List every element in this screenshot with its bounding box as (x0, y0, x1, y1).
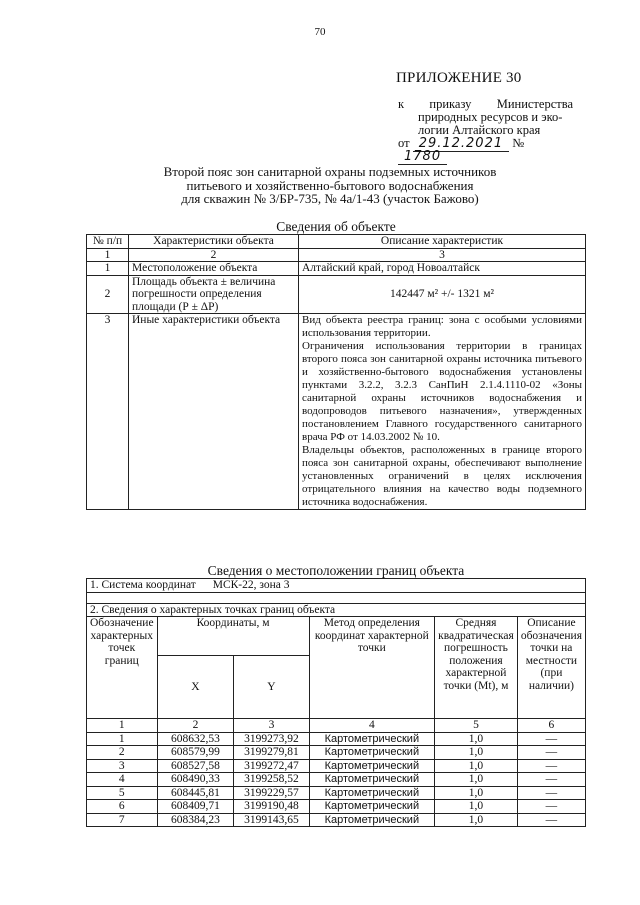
description-paragraph: Ограничения использования территории в границах второго пояса зон санитарной охраны источника питьевого и хозяйственно-бытового водоснабжения установлены пунктами 3.2.2, 3.2.3 СанПиН 2.1.4.1110-02 «Зоны санитарной охраны источников водоснабжения и водопроводов питьевого назначения», утвержденных постановлением Главного государственного санитарного врача РФ от 14.03.2002 № 10. (302, 340, 582, 443)
order-line-3: логии Алтайского края (418, 123, 541, 137)
coord-system-cell (87, 579, 586, 593)
table-row (87, 759, 586, 773)
point-method: Картометрический (309, 800, 435, 814)
index-cell: 2 (157, 719, 234, 733)
row-characteristic: Местоположение объекта (129, 262, 299, 276)
point-mark: — (517, 732, 585, 746)
point-rows (87, 732, 586, 827)
point-mt: 1,0 (435, 732, 518, 746)
table-row (87, 786, 586, 800)
point-mark: — (517, 800, 585, 814)
table-row (87, 800, 586, 814)
point-x: 608384,23 (157, 813, 234, 827)
table-row (87, 773, 586, 787)
index-cell: 6 (517, 719, 585, 733)
point-id: 2 (87, 746, 158, 760)
order-date-line (398, 137, 573, 163)
point-method: Картометрический (309, 732, 435, 746)
point-x: 608579,99 (157, 746, 234, 760)
index-cell: 1 (87, 719, 158, 733)
appendix-title: ПРИЛОЖЕНИЕ 30 (396, 70, 522, 86)
spacer-row (87, 592, 586, 603)
points-header-row (87, 617, 586, 656)
title-line-3: для скважин № 3/БР-735, № 4а/1-43 (участок Бажово) (181, 191, 479, 206)
document-title (140, 165, 520, 206)
section2-heading: Сведения о местоположении границ объекта (207, 563, 465, 578)
table-row (87, 314, 586, 510)
point-method: Картометрический (309, 786, 435, 800)
table-header-row (87, 235, 586, 249)
point-method: Картометрический (309, 746, 435, 760)
order-number-prefix: № (512, 136, 525, 150)
point-y: 3199258,52 (234, 773, 309, 787)
point-y: 3199190,48 (234, 800, 309, 814)
point-mt: 1,0 (435, 786, 518, 800)
row-description: 142447 м² +/- 1321 м² (299, 275, 586, 314)
index-cell: 1 (87, 248, 129, 262)
header-characteristic: Характеристики объекта (129, 235, 299, 249)
index-cell: 5 (435, 719, 518, 733)
row-num: 3 (87, 314, 129, 510)
order-date-prefix: от (398, 136, 410, 150)
point-mt: 1,0 (435, 773, 518, 787)
title-line-2: питьевого и хозяйственно-бытового водоснабжения (186, 177, 474, 193)
page-number: 70 (314, 26, 326, 38)
row-characteristic: Площадь объекта ± величина погрешности определения площади (Р ± ΔР) (129, 275, 299, 314)
table-row (87, 746, 586, 760)
point-id: 7 (87, 813, 158, 827)
point-x: 608445,81 (157, 786, 234, 800)
point-mt: 1,0 (435, 813, 518, 827)
header-designation: Обозначение характерных точек границ (87, 617, 158, 719)
point-id: 1 (87, 732, 158, 746)
table-row (87, 732, 586, 746)
table-row (87, 813, 586, 827)
index-cell: 4 (309, 719, 435, 733)
header-accuracy: Средняя квадратическая погрешность положения характерной точки (Mt), м (435, 617, 518, 719)
index-cell: 3 (234, 719, 309, 733)
point-y: 3199273,92 (234, 732, 309, 746)
object-info-table (86, 234, 586, 510)
point-mark: — (517, 773, 585, 787)
spacer-cell (87, 592, 586, 603)
point-mt: 1,0 (435, 746, 518, 760)
row-description: Алтайский край, город Новоалтайск (299, 262, 586, 276)
header-coords: Координаты, м (157, 617, 309, 656)
point-method: Картометрический (309, 813, 435, 827)
table-index-row (87, 248, 586, 262)
order-date-value: 29.12.2021 (413, 136, 509, 152)
points-label-row (87, 603, 586, 617)
order-number-value: 1780 (398, 149, 447, 165)
index-cell: 3 (299, 248, 586, 262)
header-method: Метод определения координат характерной точки (309, 617, 435, 719)
point-x: 608527,58 (157, 759, 234, 773)
header-x: X (157, 656, 234, 719)
section1-heading: Сведения об объекте (276, 219, 396, 234)
header-description: Описание характеристик (299, 235, 586, 249)
table-row (87, 275, 586, 314)
header-y: Y (234, 656, 309, 719)
coord-system-row (87, 579, 586, 593)
coord-system-value: МСК-22, зона 3 (212, 579, 290, 591)
point-mark: — (517, 786, 585, 800)
appendix-order-reference (398, 98, 573, 163)
point-mark: — (517, 759, 585, 773)
point-id: 3 (87, 759, 158, 773)
description-paragraph: Вид объекта реестра границ: зона с особыми условиями использования территории. (302, 314, 582, 339)
coord-system-label: 1. Система координат (90, 579, 196, 591)
point-mark: — (517, 813, 585, 827)
point-id: 5 (87, 786, 158, 800)
header-marking: Описание обозначения точки на местности (при наличии) (517, 617, 585, 719)
order-word-k: к (398, 97, 405, 111)
row-characteristic: Иные характеристики объекта (129, 314, 299, 510)
point-y: 3199143,65 (234, 813, 309, 827)
title-line-1: Второй пояс зон санитарной охраны подземных источников (163, 164, 497, 179)
point-mt: 1,0 (435, 800, 518, 814)
order-line-2: природных ресурсов и эко- (418, 110, 563, 124)
order-word-ministry: Министерства (496, 97, 573, 111)
point-method: Картометрический (309, 759, 435, 773)
point-x: 608409,71 (157, 800, 234, 814)
points-label: 2. Сведения о характерных точках границ объекта (87, 603, 586, 617)
description-paragraph: Владельцы объектов, расположенных в границе второго пояса зон санитарной охраны, обеспечивают выполнение установленных ограничений в целях исключения отрицательного влияния на качество воды подземного источника водоснабжения. (302, 444, 582, 508)
point-y: 3199272,47 (234, 759, 309, 773)
index-cell: 2 (129, 248, 299, 262)
row-description (299, 314, 586, 510)
point-method: Картометрический (309, 773, 435, 787)
point-y: 3199229,57 (234, 786, 309, 800)
row-num: 1 (87, 262, 129, 276)
order-word-prikazu: приказу (429, 97, 472, 111)
point-id: 4 (87, 773, 158, 787)
point-y: 3199279,81 (234, 746, 309, 760)
point-id: 6 (87, 800, 158, 814)
point-x: 608632,53 (157, 732, 234, 746)
point-mark: — (517, 746, 585, 760)
boundary-points-table (86, 578, 586, 827)
point-x: 608490,33 (157, 773, 234, 787)
header-num: № п/п (87, 235, 129, 249)
table-row (87, 262, 586, 276)
points-index-row (87, 719, 586, 733)
row-num: 2 (87, 275, 129, 314)
point-mt: 1,0 (435, 759, 518, 773)
